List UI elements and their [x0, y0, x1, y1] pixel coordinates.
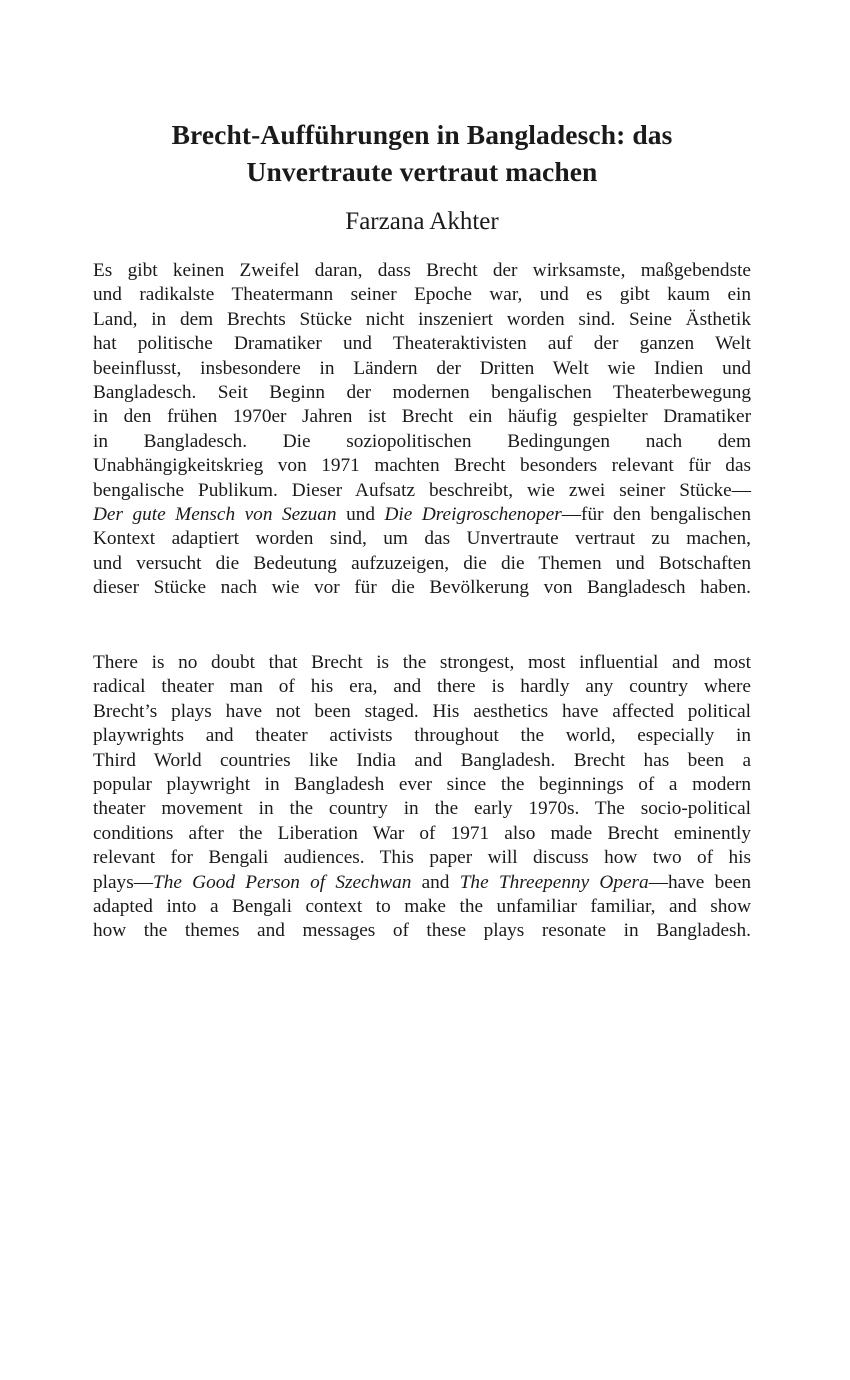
abstract-en-line: conditions after the Liberation War of 1971 also made Brecht eminently: [93, 822, 751, 844]
abstract-de-line: und radikalste Theatermann seiner Epoche war, und es gibt kaum ein: [93, 284, 751, 306]
abstract-en-line: how the themes and messages of these plays resonate in Bangladesh.: [93, 920, 751, 942]
abstract-en-line: adapted into a Bengali context to make the unfamiliar familiar, and show: [93, 895, 751, 917]
abstract-de-line: dieser Stücke nach wie vor für die Bevölkerung von Bangladesch haben.: [93, 577, 751, 599]
conjunction: and: [411, 871, 460, 893]
abstract-de-line: hat politische Dramatiker und Theateraktivisten auf der ganzen Welt: [93, 333, 751, 355]
abstract-de-line: bengalische Publikum. Dieser Aufsatz beschreibt, wie zwei seiner Stücke—: [93, 479, 751, 501]
line-tail: —für den bengalischen: [561, 503, 752, 525]
conjunction: und: [336, 503, 385, 525]
abstract-en-line: Third World countries like India and Bangladesh. Brecht has been a: [93, 749, 751, 771]
abstract-de-line: Land, in dem Brechts Stücke nicht inszeniert worden sind. Seine Ästhetik: [93, 308, 751, 330]
play-title-sezuan: Der gute Mensch von Sezuan: [93, 503, 337, 525]
abstract-en-line: popular playwright in Bangladesh ever since the beginnings of a modern: [93, 773, 751, 795]
abstract-de-line: in den frühen 1970er Jahren ist Brecht ein häufig gespielter Dramatiker: [93, 406, 751, 428]
abstract-en-line: Brecht’s plays have not been staged. His aesthetics have affected political: [93, 700, 751, 722]
abstract-de-line: beeinflusst, insbesondere in Ländern der Dritten Welt wie Indien und: [93, 357, 751, 379]
author-name: Farzana Akhter: [345, 208, 499, 235]
abstract-de-line: Bangladesch. Seit Beginn der modernen bengalischen Theaterbewegung: [93, 381, 751, 403]
play-title-threepenny-opera: The Threepenny Opera: [459, 871, 649, 893]
abstract-de-line: Unabhängigkeitskrieg von 1971 machten Brecht besonders relevant für das: [93, 455, 751, 477]
play-title-szechwan: The Good Person of Szechwan: [152, 871, 412, 893]
abstract-en-line: theater movement in the country in the early 1970s. The socio-political: [93, 798, 751, 820]
title-line-2: Unvertraute vertraut machen: [246, 156, 598, 187]
abstract-en-line: playwrights and theater activists throughout the world, especially in: [93, 725, 751, 747]
abstract-de-line: Es gibt keinen Zweifel daran, dass Brecht der wirksamste, maßgebendste: [93, 260, 751, 281]
abstract-de-line: in Bangladesch. Die soziopolitischen Bedingungen nach dem: [93, 430, 751, 452]
line-head: plays—: [93, 871, 153, 893]
title-line-1: Brecht-Aufführungen in Bangladesch: das: [171, 119, 673, 150]
abstract-de-line-titles: [93, 503, 751, 527]
abstract-de-line: und versucht die Bedeutung aufzuzeigen, die die Themen und Botschaften: [93, 552, 751, 574]
abstract-en-line: There is no doubt that Brecht is the strongest, most influential and most: [93, 652, 751, 673]
abstract-german: [93, 259, 751, 600]
play-title-dreigroschenoper: Die Dreigroschenoper: [384, 503, 562, 525]
abstract-en-line: relevant for Bengali audiences. This paper will discuss how two of his: [93, 847, 751, 869]
abstract-de-line: Kontext adaptiert worden sind, um das Unvertraute vertraut zu machen,: [93, 528, 751, 550]
abstract-en-line: radical theater man of his era, and there is hardly any country where: [93, 676, 751, 698]
line-tail: —have been: [648, 871, 752, 893]
abstract-english: [93, 651, 751, 944]
abstract-en-line-titles: [93, 871, 751, 895]
article-title: [83, 116, 761, 190]
article-page: [93, 0, 751, 1380]
